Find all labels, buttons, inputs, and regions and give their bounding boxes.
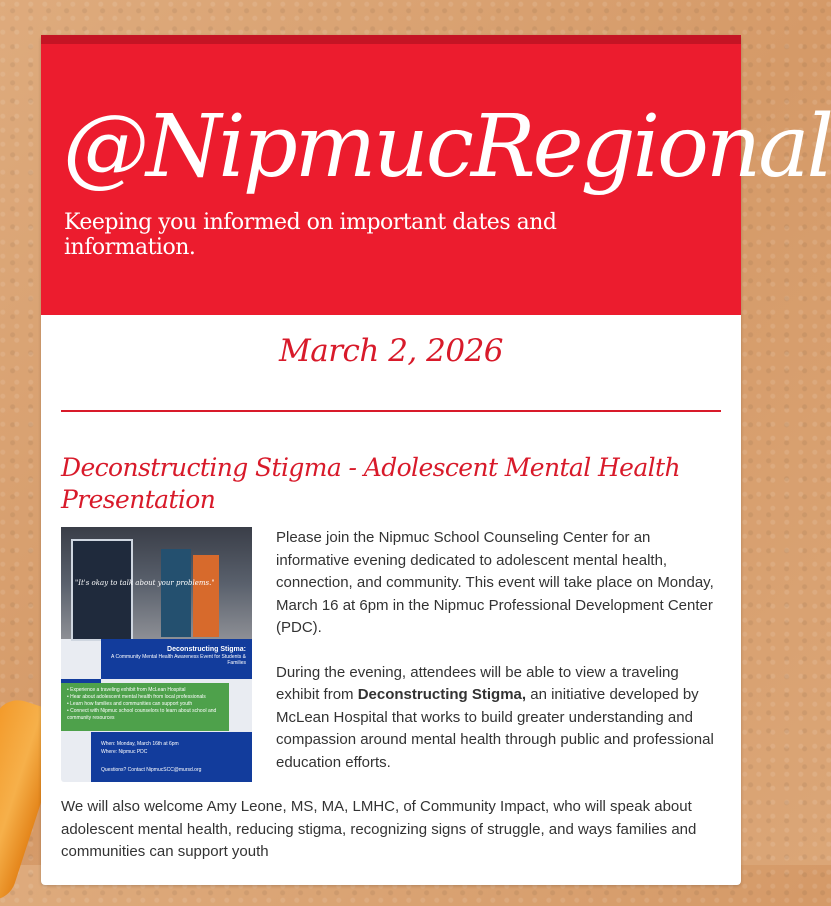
flyer-bullet: • Hear about adolescent mental health from local professionals (67, 694, 206, 700)
flyer-where: Where: Nipmuc PDC (101, 749, 148, 755)
flyer-title: Deconstructing Stigma: (167, 646, 246, 653)
flyer-photo (61, 527, 252, 639)
flyer-when: When: Monday, March 16th at 6pm (101, 741, 179, 747)
flyer-bullet: • Experience a traveling exhibit from McLean Hospital (67, 687, 186, 693)
article-title: Deconstructing Stigma - Adolescent Mental Health Presentation (61, 453, 680, 514)
flyer-details (91, 732, 252, 782)
brand-tagline: Keeping you informed on important dates and information. (64, 210, 557, 260)
paragraph-text: During the evening, attendees will be able to view a traveling exhibit from (276, 663, 679, 703)
exhibit-panel (193, 555, 219, 637)
flyer-subtitle: A Community Mental Health Awareness Event for Students & Families (111, 654, 246, 666)
issue-date: March 2, 2026 (278, 333, 504, 369)
exhibit-panel (71, 539, 133, 641)
event-flyer-image[interactable] (61, 527, 252, 782)
brand-title: @NipmucRegional (63, 97, 831, 197)
flyer-bullet: • Learn how families and communities can support youth (67, 701, 193, 707)
article-paragraph-3: We will also welcome Amy Leone, MS, MA, LMHC, of Community Impact, who will speak about adolescent mental health, reducing stigma, recognizing signs of struggle, and ways families and communities can support youth (61, 798, 697, 860)
program-name: Deconstructing Stigma, (357, 686, 527, 703)
flyer-contact: Questions? Contact NipmucSCC@mursd.org (101, 767, 202, 773)
flyer-title-block (101, 639, 252, 679)
paragraph-text: an initiative developed by McLean Hospital that works to build greater understanding and compassion around mental health through public and professional education efforts. (276, 686, 714, 771)
flyer-bullets (61, 683, 229, 731)
article-paragraph-2 (276, 662, 721, 775)
article-body (276, 527, 721, 796)
article-paragraph-1: Please join the Nipmuc School Counseling Center for an informative evening dedicated to adolescent mental health, connection, and community. This event will take place on Monday, March 16 at 6pm in the Nipmuc Professional Development Center (PDC). (276, 529, 714, 636)
exhibit-panel (161, 549, 191, 637)
newsletter-card (41, 35, 831, 885)
flyer-bullet: • Connect with Nipmuc school counselors to learn about school and community resources (67, 708, 217, 721)
section-divider (61, 410, 721, 412)
flyer-quote: "It's okay to talk about your problems." (75, 579, 215, 587)
newsletter-header (41, 35, 831, 315)
